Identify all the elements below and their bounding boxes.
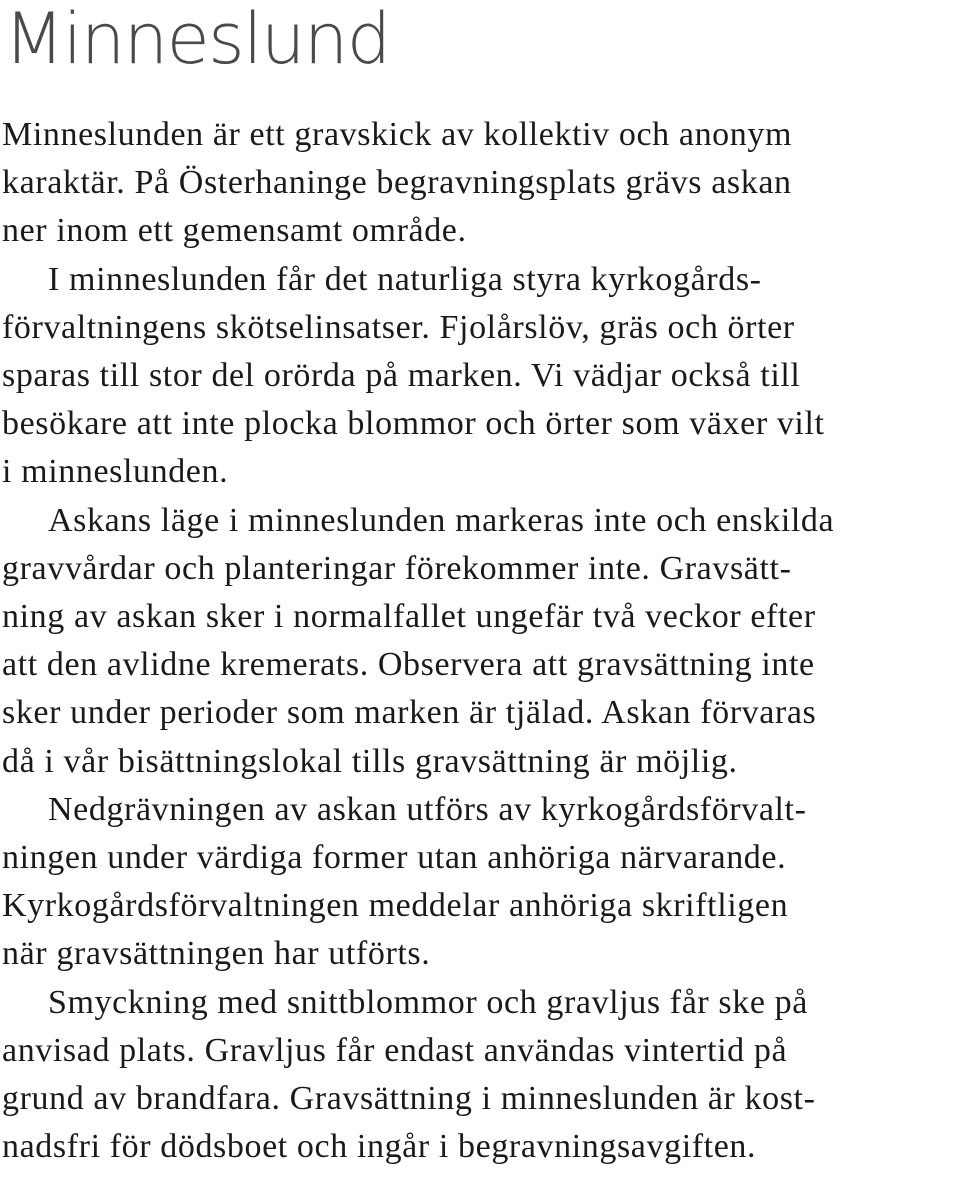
text-line: Askans läge i minneslunden markeras inte och enskilda [48,501,835,539]
text-line: ningen under värdiga former utan anhöriga närvarande. [2,839,787,877]
text-line: i minneslunden. [2,453,229,491]
text-line: Nedgrävningen av askan utförs av kyrkogårdsförvalt- [48,790,807,828]
text-line: Kyrkogårdsförvaltningen meddelar anhöriga skriftligen [2,887,789,925]
page-title: Minneslund [4,0,390,80]
text-line: då i vår bisättningslokal tills gravsättning är möjlig. [2,742,738,780]
text-line: när gravsättningen har utförts. [2,935,431,973]
text-line: sparas till stor del orörda på marken. Vi vädjar också till [2,357,801,395]
text-line: förvaltningens skötselinsatser. Fjolårslöv, gräs och örter [2,308,795,346]
text-line: sker under perioder som marken är tjälad. Askan förvaras [2,694,817,732]
text-line: I minneslunden får det naturliga styra kyrkogårds- [48,260,762,298]
text-line: att den avlidne kremerats. Observera att gravsättning inte [2,646,815,684]
text-line: ner inom ett gemensamt område. [2,212,467,250]
text-line: ning av askan sker i normalfallet ungefär två veckor efter [2,598,816,636]
text-line: karaktär. På Österhaninge begravningsplats grävs askan [2,164,792,202]
text-line: anvisad plats. Gravljus får endast användas vintertid på [2,1031,788,1069]
text-line: besökare att inte plocka blommor och örter som växer vilt [2,405,825,443]
text-line: gravvårdar och planteringar förekommer inte. Gravsätt- [2,549,792,587]
text-line: Smyckning med snittblommor och gravljus får ske på [48,983,808,1021]
text-line: grund av brandfara. Gravsättning i minneslunden är kost- [2,1080,816,1118]
text-line: nadsfri för dödsboet och ingår i begravningsavgiften. [2,1128,757,1166]
body-text [2,111,958,1171]
text-line: Minneslunden är ett gravskick av kollektiv och anonym [2,116,793,153]
